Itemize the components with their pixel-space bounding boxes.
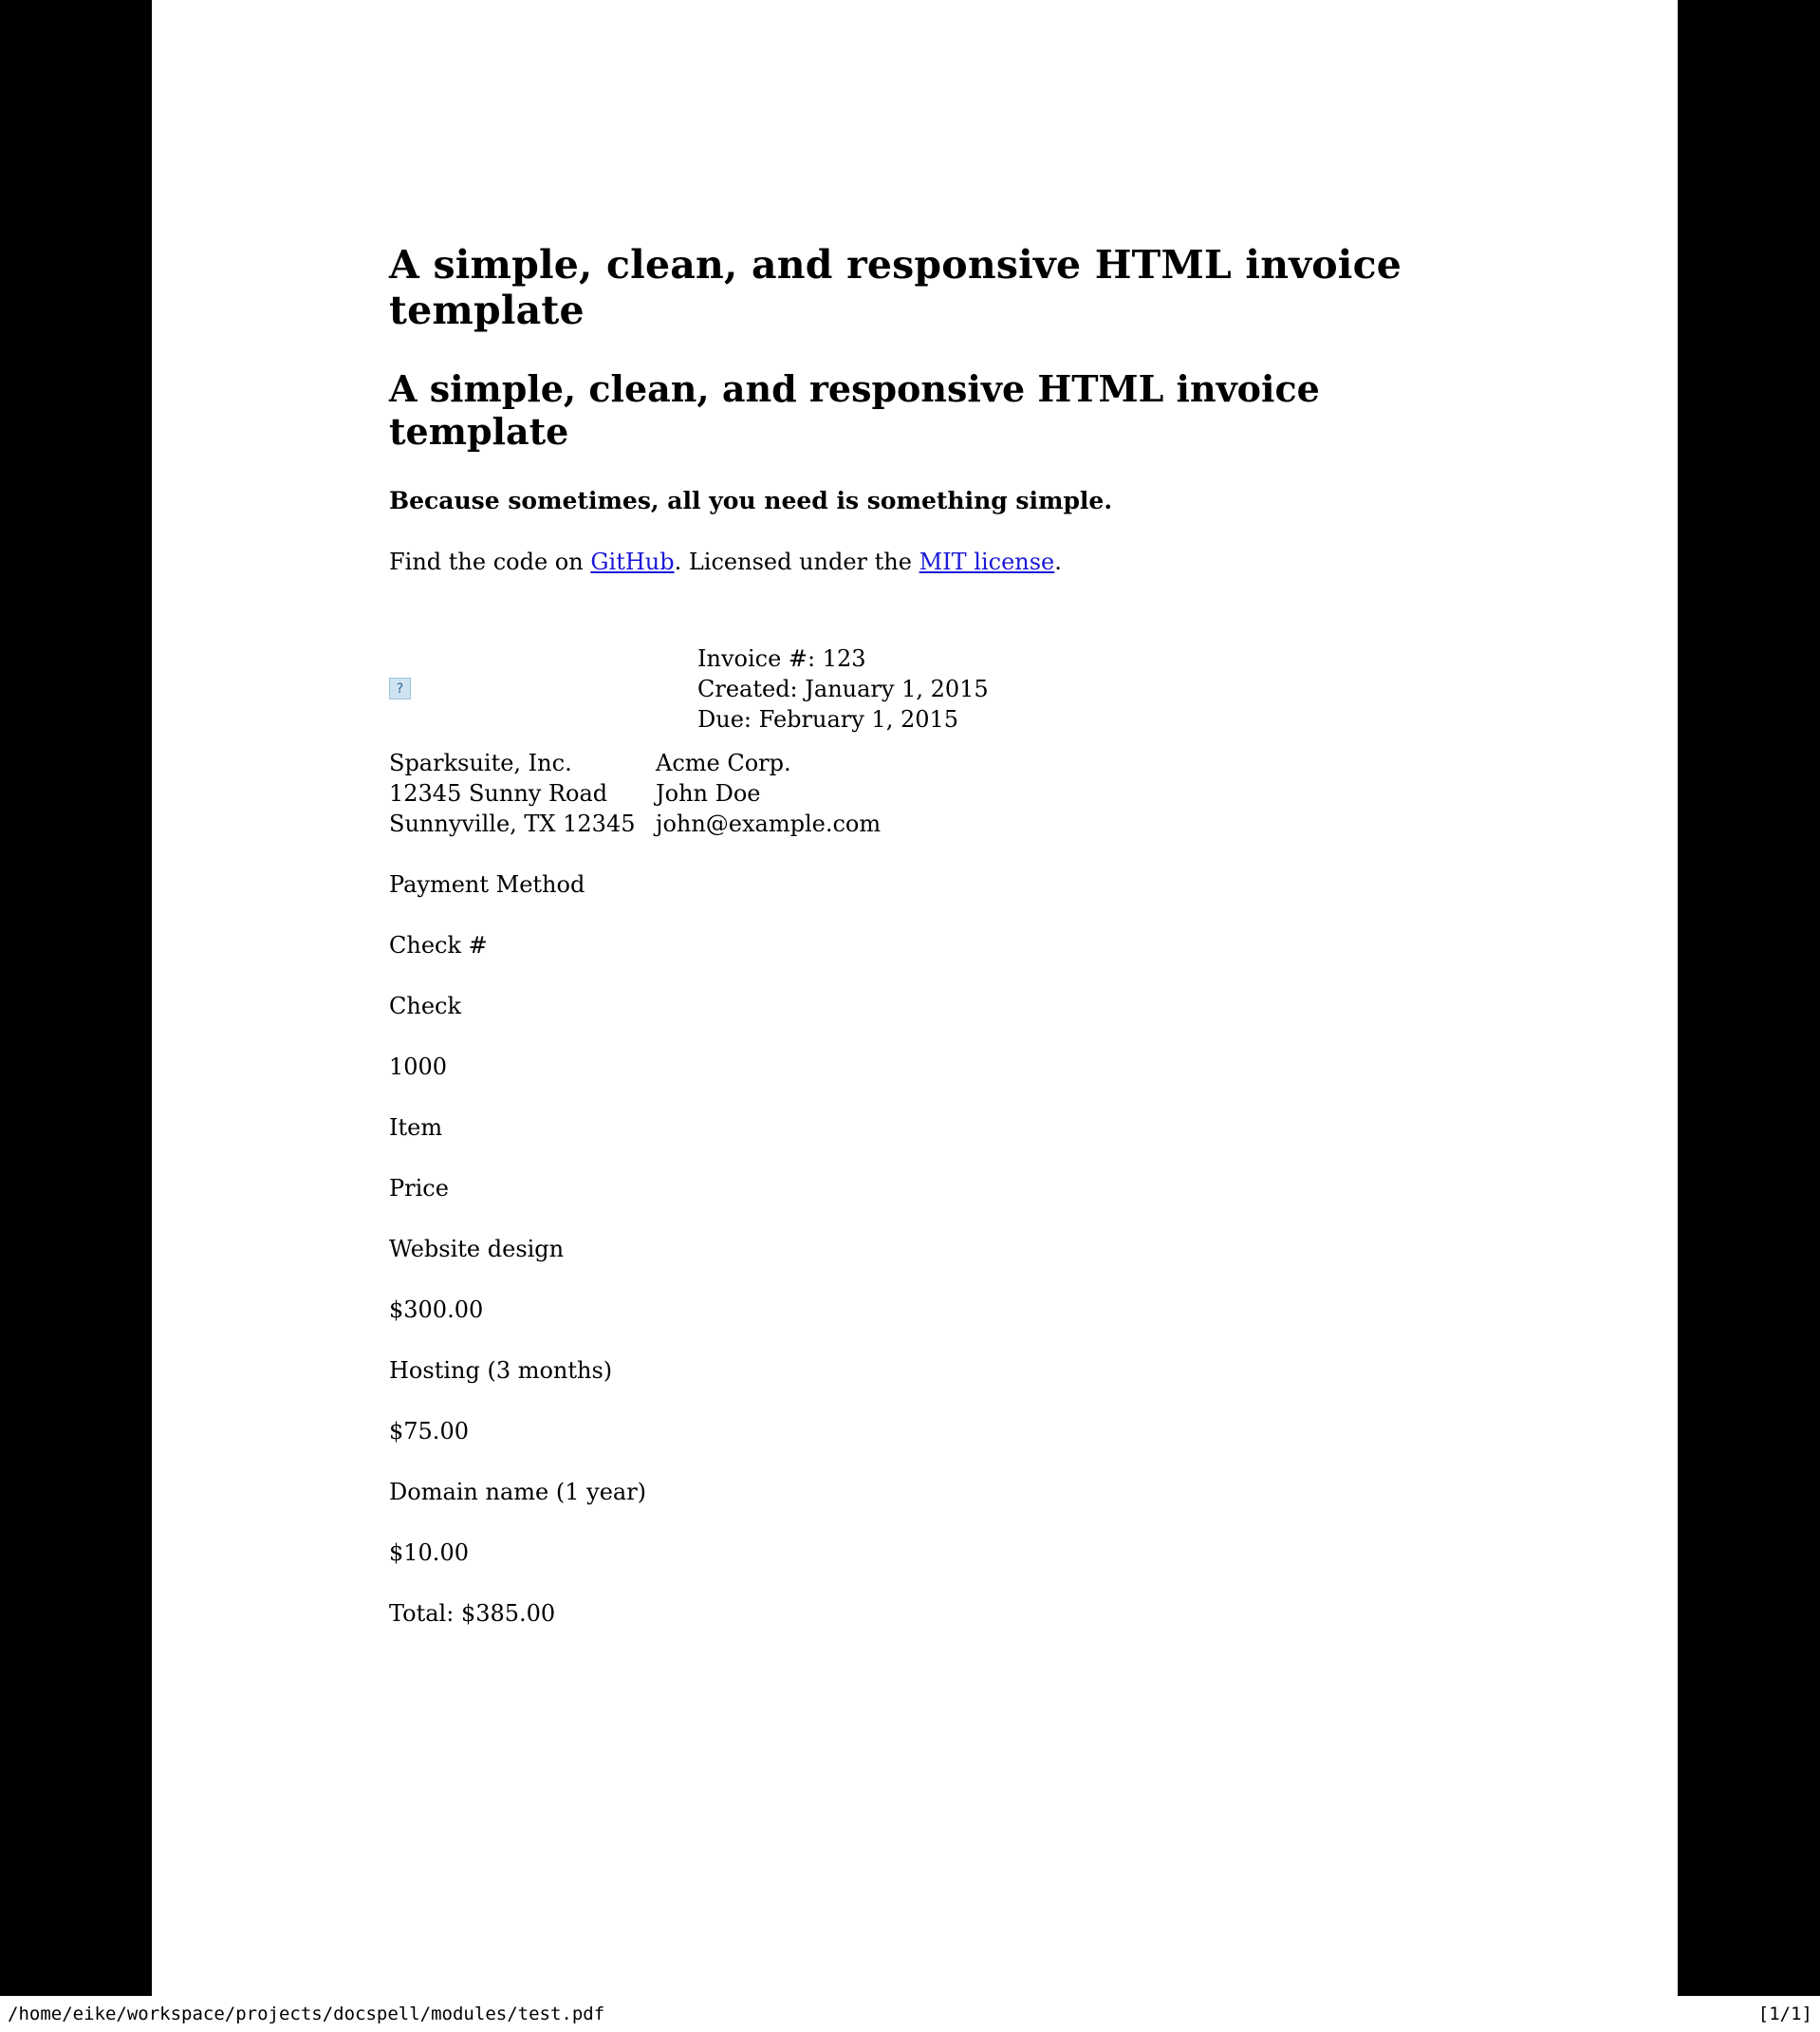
invoice-line: 1000 [389, 1053, 448, 1081]
sender-line: 12345 Sunny Road [389, 780, 608, 808]
invoice-line: $75.00 [389, 1418, 469, 1445]
invoice-number: Invoice #: 123 [697, 645, 866, 673]
credit-paragraph [389, 548, 1433, 576]
sender-line: Sparksuite, Inc. [389, 750, 572, 777]
invoice-line: Item [389, 1114, 443, 1142]
file-path: /home/eike/workspace/projects/docspell/modules/test.pdf [8, 2004, 605, 2024]
page-indicator: [1/1] [1757, 2004, 1812, 2024]
invoice-line: Price [389, 1175, 449, 1202]
document-tagline: Because sometimes, all you need is something simple. [389, 487, 1113, 515]
invoice-meta [697, 644, 989, 736]
sender-address [389, 749, 656, 840]
sender-line: Sunnyville, TX 12345 [389, 811, 636, 838]
credit-suffix: . [1054, 549, 1062, 576]
credit-prefix: Find the code on [389, 549, 591, 576]
document-subtitle: A simple, clean, and responsive HTML invoice template [389, 366, 1320, 453]
invoice-line: $300.00 [389, 1296, 484, 1324]
invoice-line: Payment Method [389, 871, 585, 899]
invoice-line: Website design [389, 1236, 565, 1263]
address-row [389, 749, 1433, 840]
invoice-total: Total: $385.00 [389, 1600, 556, 1628]
mit-license-link[interactable]: MIT license [919, 549, 1055, 576]
recipient-line: John Doe [656, 780, 761, 808]
github-link[interactable]: GitHub [590, 549, 675, 576]
invoice-line: Hosting (3 months) [389, 1357, 613, 1385]
invoice-created: Created: January 1, 2015 [697, 676, 989, 703]
invoice-line: Check # [389, 932, 488, 960]
credit-middle: . Licensed under the [674, 549, 919, 576]
invoice-line: Check [389, 993, 462, 1020]
invoice-due: Due: February 1, 2015 [697, 706, 959, 734]
recipient-address [656, 749, 881, 840]
invoice-lines [389, 870, 1433, 1628]
page-title: A simple, clean, and responsive HTML invoice template [389, 242, 1402, 334]
pdf-page [152, 0, 1678, 1996]
broken-image-icon: ? [389, 678, 411, 699]
recipient-line: Acme Corp. [656, 750, 791, 777]
invoice-line: $10.00 [389, 1539, 469, 1567]
invoice-header [389, 644, 1433, 739]
viewer-status-bar [0, 1996, 1820, 2032]
document-body [389, 242, 1433, 1660]
invoice-line: Domain name (1 year) [389, 1479, 647, 1506]
recipient-line: john@example.com [656, 811, 882, 838]
